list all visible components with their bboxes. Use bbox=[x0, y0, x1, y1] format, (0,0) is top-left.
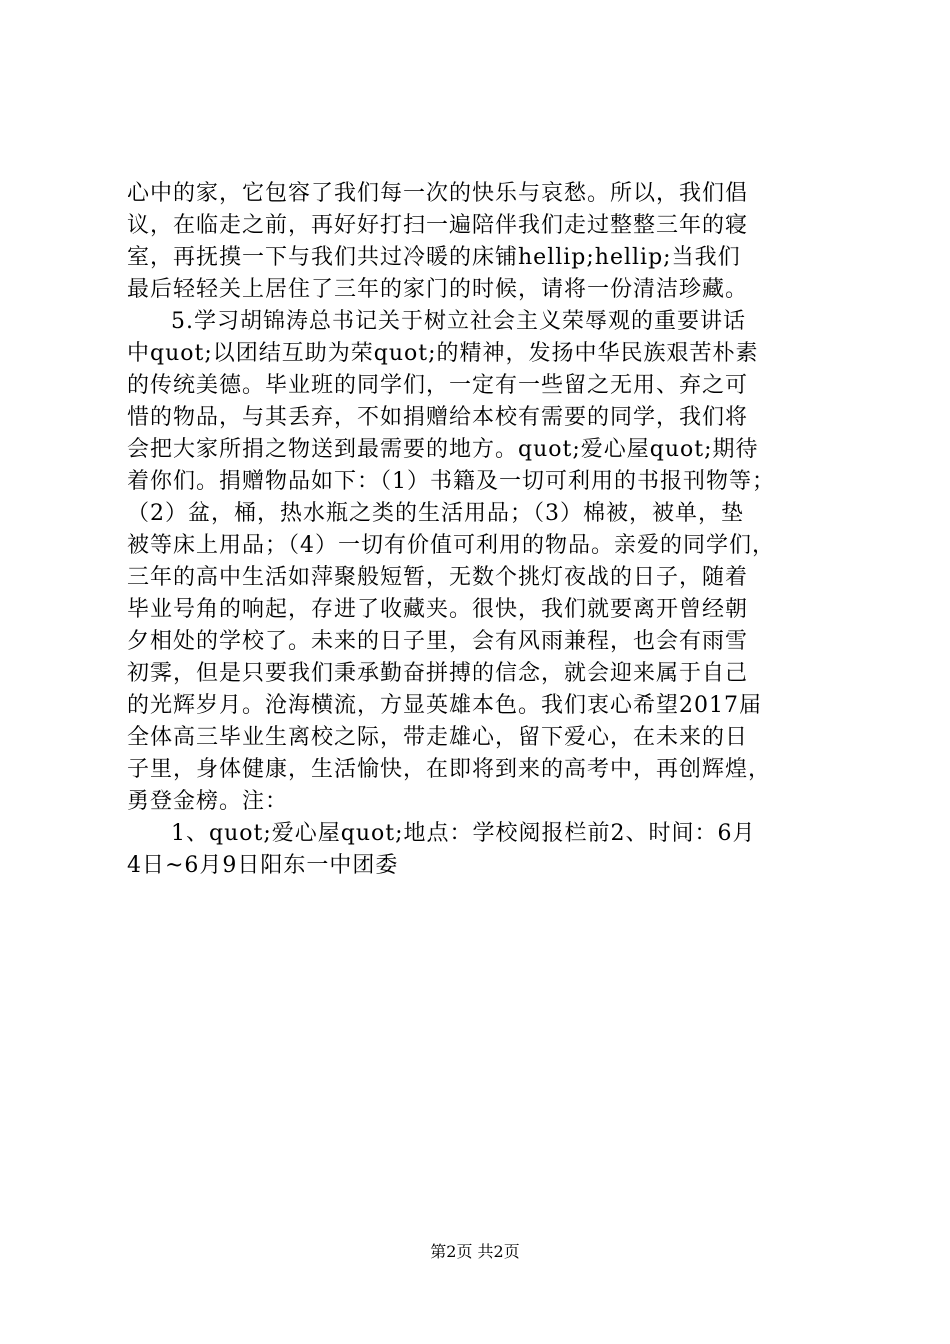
text-line: 4日~6月9日阳东一中团委 bbox=[127, 853, 399, 878]
text-line: 三年的高中生活如萍聚般短暂，无数个挑灯夜战的日子，随着 bbox=[127, 565, 749, 590]
text-line: 最后轻轻关上居住了三年的家门的时候，请将一份清洁珍藏。 bbox=[127, 277, 749, 302]
text-line: 夕相处的学校了。未来的日子里，会有风雨兼程，也会有雨雪 bbox=[127, 629, 749, 654]
document-body bbox=[127, 178, 831, 882]
text-line: 惜的物品，与其丢弃，不如捐赠给本校有需要的同学，我们将 bbox=[127, 405, 749, 430]
text-line: 被等床上用品；（4）一切有价值可利用的物品。亲爱的同学们， bbox=[127, 533, 775, 558]
text-line: 毕业号角的响起，存进了收藏夹。很快，我们就要离开曾经朝 bbox=[127, 597, 749, 622]
text-line: 子里，身体健康，生活愉快，在即将到来的高考中，再创辉煌， bbox=[127, 757, 772, 782]
text-line: （2）盆，桶，热水瓶之类的生活用品；（3）棉被，被单，垫 bbox=[127, 501, 744, 526]
text-line: 勇登金榜。注： bbox=[127, 789, 289, 814]
text-line: 的传统美德。毕业班的同学们，一定有一些留之无用、弃之可 bbox=[127, 373, 749, 398]
text-line: 议，在临走之前，再好好打扫一遍陪伴我们走过整整三年的寝 bbox=[127, 213, 749, 238]
page-number-footer: 第2页 共2页 bbox=[430, 1242, 520, 1261]
text-line: 的光辉岁月。沧海横流，方显英雄本色。我们衷心希望2017届 bbox=[127, 693, 762, 718]
text-line: 5.学习胡锦涛总书记关于树立社会主义荣辱观的重要讲话 bbox=[171, 309, 746, 334]
text-line: 会把大家所捐之物送到最需要的地方。quot;爱心屋quot;期待 bbox=[127, 437, 759, 462]
text-line: 中quot;以团结互助为荣quot;的精神，发扬中华民族艰苦朴素 bbox=[127, 341, 759, 366]
text-line: 1、quot;爱心屋quot;地点：学校阅报栏前2、时间：6月 bbox=[171, 821, 756, 846]
text-line: 着你们。捐赠物品如下：（1）书籍及一切可利用的书报刊物等； bbox=[127, 469, 775, 494]
text-line: 初霁，但是只要我们秉承勤奋拼搏的信念，就会迎来属于自己 bbox=[127, 661, 749, 686]
text-line: 心中的家，它包容了我们每一次的快乐与哀愁。所以，我们倡 bbox=[127, 181, 749, 206]
text-line: 室，再抚摸一下与我们共过冷暖的床铺hellip;hellip;当我们 bbox=[127, 245, 741, 270]
text-line: 全体高三毕业生离校之际，带走雄心，留下爱心，在未来的日 bbox=[127, 725, 749, 750]
